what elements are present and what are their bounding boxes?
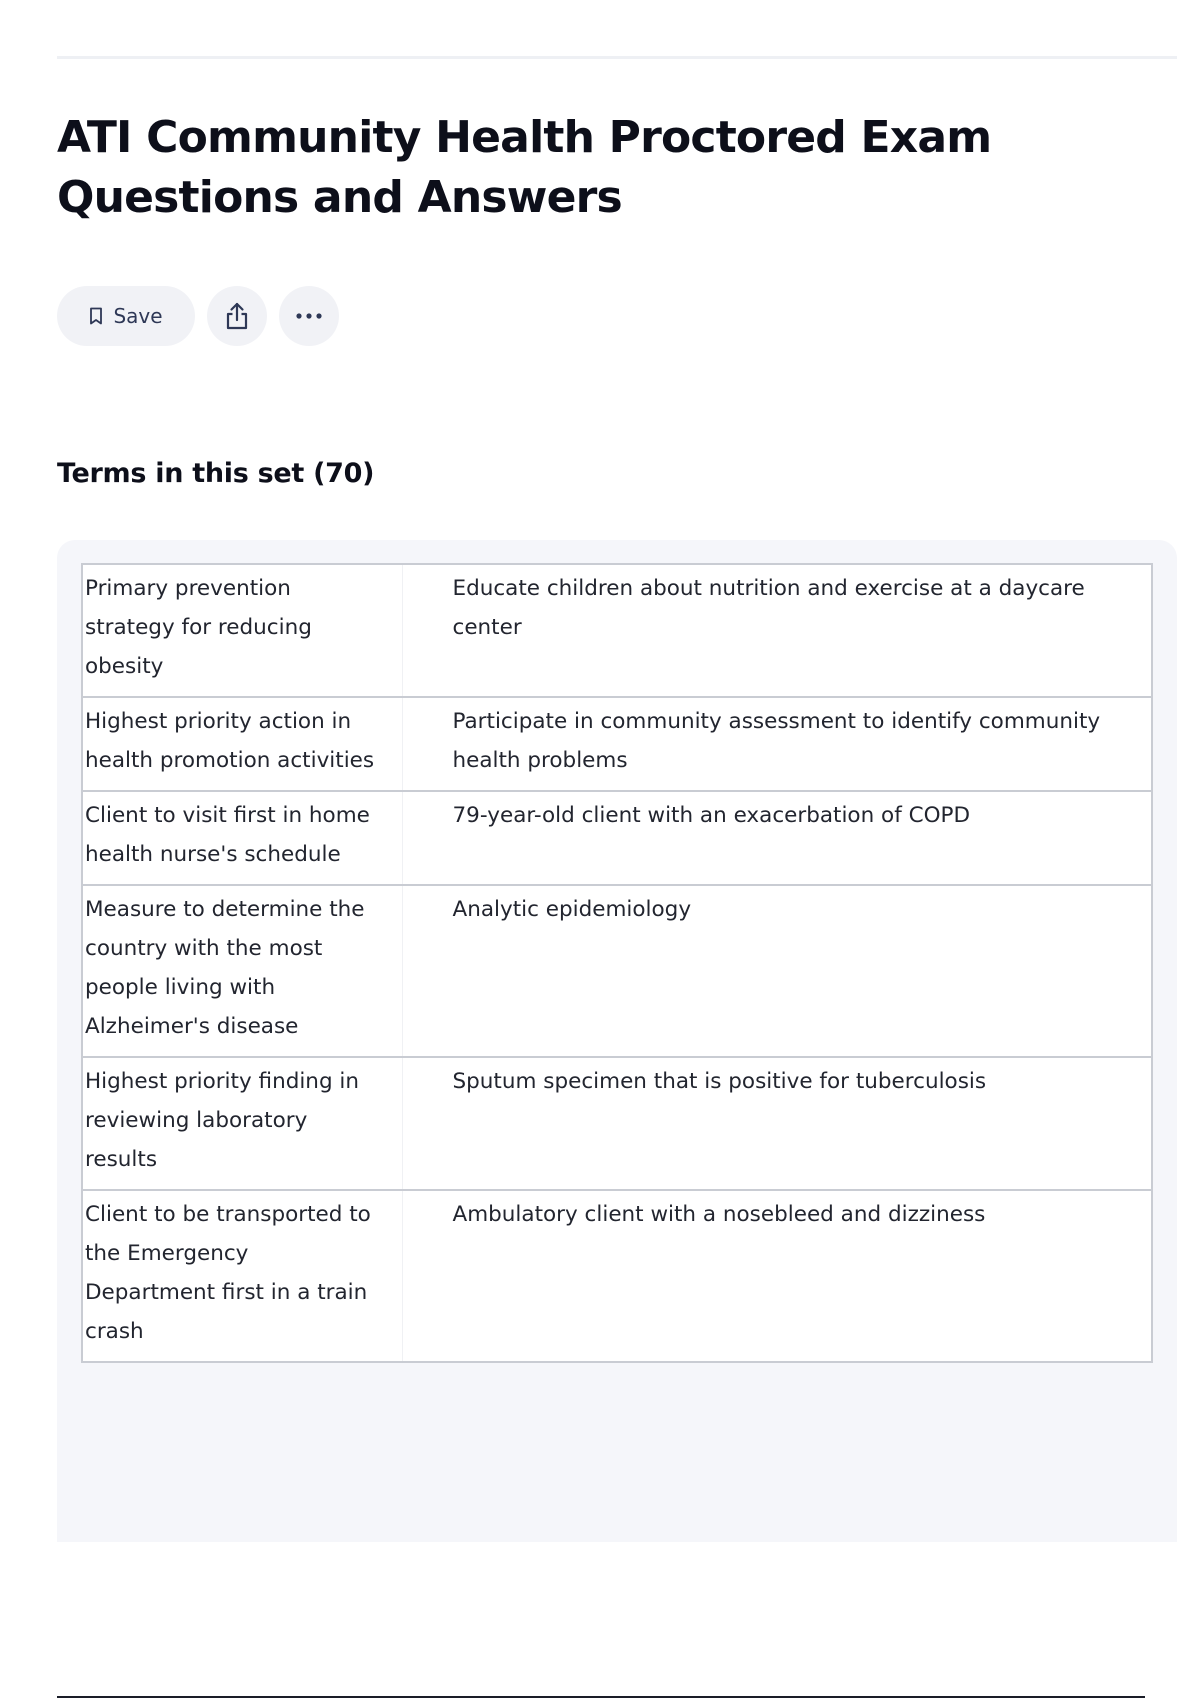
term-text: Highest priority action in health promotion activities: [82, 697, 402, 791]
term-row: [82, 1057, 1152, 1190]
save-button-label: Save: [113, 304, 163, 328]
terms-count-heading: Terms in this set (70): [57, 458, 375, 489]
term-row: [82, 885, 1152, 1057]
term-text: Client to visit first in home health nurse's schedule: [82, 791, 402, 885]
page-title: ATI Community Health Proctored Exam Questions and Answers: [57, 112, 992, 223]
term-row: [82, 697, 1152, 791]
save-button[interactable]: [57, 286, 195, 346]
more-options-button[interactable]: [279, 286, 339, 346]
share-icon: [224, 301, 250, 331]
more-horizontal-icon: [295, 312, 323, 320]
definition-text: Participate in community assessment to identify community health problems: [402, 697, 1152, 791]
term-row: [82, 1190, 1152, 1362]
definition-text: Ambulatory client with a nosebleed and dizziness: [402, 1190, 1152, 1362]
term-text: Client to be transported to the Emergency Department first in a train crash: [82, 1190, 402, 1362]
definition-text: Sputum specimen that is positive for tuberculosis: [402, 1057, 1152, 1190]
bottom-divider: [57, 1696, 1145, 1698]
term-row: [82, 564, 1152, 697]
term-row: [82, 791, 1152, 885]
definition-text: Educate children about nutrition and exercise at a daycare center: [402, 564, 1152, 697]
definition-text: Analytic epidemiology: [402, 885, 1152, 1057]
bookmark-icon: [89, 307, 103, 325]
term-text: Highest priority finding in reviewing laboratory results: [82, 1057, 402, 1190]
definition-text: 79-year-old client with an exacerbation of COPD: [402, 791, 1152, 885]
set-actions-toolbar: [57, 285, 339, 347]
term-text: Measure to determine the country with the most people living with Alzheimer's disease: [82, 885, 402, 1057]
term-text: Primary prevention strategy for reducing obesity: [82, 564, 402, 697]
share-button[interactable]: [207, 286, 267, 346]
top-divider: [57, 56, 1177, 59]
terms-table: [81, 563, 1153, 1363]
